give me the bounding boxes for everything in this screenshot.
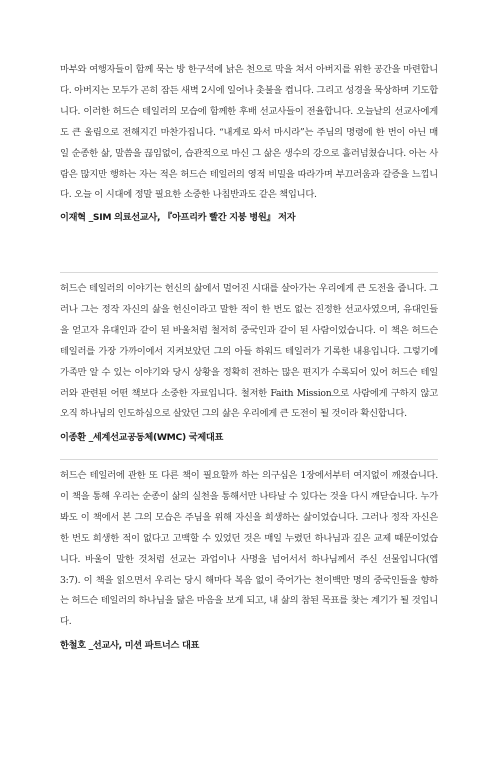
endorsement-text: 허드슨 테일러에 관한 또 다른 책이 필요할까 하는 의구심은 1장에서부터 여지없이 깨졌습니다. 이 책을 통해 우리는 순종이 삶의 실천을 통해서만 나타날 수 있다는 것을 다시 깨닫습니다. 누가 봐도 이 책에서 본 그의 모습은 주님을 위해 자신을 희생하는 삶이었습니다. 그러나 정작 자신은 한 번도 희생한 적이 없다고 고백할 수 있었던 것은 매일 누렸던 하나님과 깊은 교제 때문이었습니다. 바울이 말한 것처럼 선교는 과업이나 사명을 넘어서서 하나님께서 주신 선물입니다(엡 3:7). 이 책을 읽으면서 우리는 당시 해마다 복음 없이 죽어가는 천이백만 명의 중국인들을 향하는 허드슨 테일러의 하나님을 닮은 마음을 보게 되고, 내 삶의 참된 목표를 찾는 계기가 될 것입니다. — [60, 470, 438, 628]
endorsement-author: 한철호 _선교사, 미션 파트너스 대표 — [60, 640, 200, 652]
endorsement-1 — [60, 60, 438, 225]
endorsement-text: 허드슨 테일러의 이야기는 헌신의 삶에서 멀어진 시대를 살아가는 우리에게 큰 도전을 줍니다. 그러나 그는 정작 자신의 삶을 헌신이라고 말한 적이 한 번도 없는 진정한 선교사였으며, 유대인들을 얻고자 유대인과 같이 된 바울처럼 철저히 중국인과 같이 된 사람이었습니다. 이 책은 허드슨 테일러를 가장 가까이에서 지켜보았던 그의 아들 하워드 테일러가 기록한 내용입니다. 그렇기에 가족만 알 수 있는 이야기와 당시 상황을 정확히 전하는 많은 편지가 수록되어 있어 허드슨 테일러와 관련된 어떤 책보다 소중한 자료입니다. 철저한 Faith Mission으로 사람에게 구하지 않고 오직 하나님의 인도하심으로 살았던 그의 삶은 우리에게 큰 도전이 될 것이라 확신합니다. — [60, 283, 438, 420]
endorsement-text: 마부와 여행자들이 함께 묵는 방 한구석에 낡은 천으로 막을 쳐서 아버지를 위한 공간을 마련합니다. 아버지는 모두가 곤히 잠든 새벽 2시에 일어나 촛불을 켭니다. 그리고 성경을 묵상하며 기도합니다. 이러한 허드슨 테일러의 모습에 함께한 후배 선교사들이 전율합니다. 오늘날의 선교사에게도 큰 울림으로 전해지긴 마찬가집니다. “내게로 와서 마시라”는 주님의 명령에 한 번이 아닌 매일 순종한 삶, 말씀을 끊임없이, 습관적으로 마신 그 삶은 생수의 강으로 흘러넘쳤습니다. 아는 사람은 많지만 행하는 자는 적은 허드슨 테일러의 영적 비밀을 따라가며 부끄러움과 갈증을 느낍니다. 오늘 이 시대에 정말 필요한 소중한 나침반과도 같은 책입니다. — [60, 64, 439, 201]
endorsement-author: 이종환 _세계선교공동체(WMC) 국제대표 — [60, 432, 224, 444]
endorsement-3 — [60, 466, 438, 653]
section-divider — [60, 272, 438, 273]
endorsement-2 — [60, 279, 438, 445]
endorsement-author: 이재혁 _SIM 의료선교사, 『아프리카 빨간 지붕 병원』 저자 — [60, 212, 296, 224]
section-divider — [60, 459, 438, 460]
